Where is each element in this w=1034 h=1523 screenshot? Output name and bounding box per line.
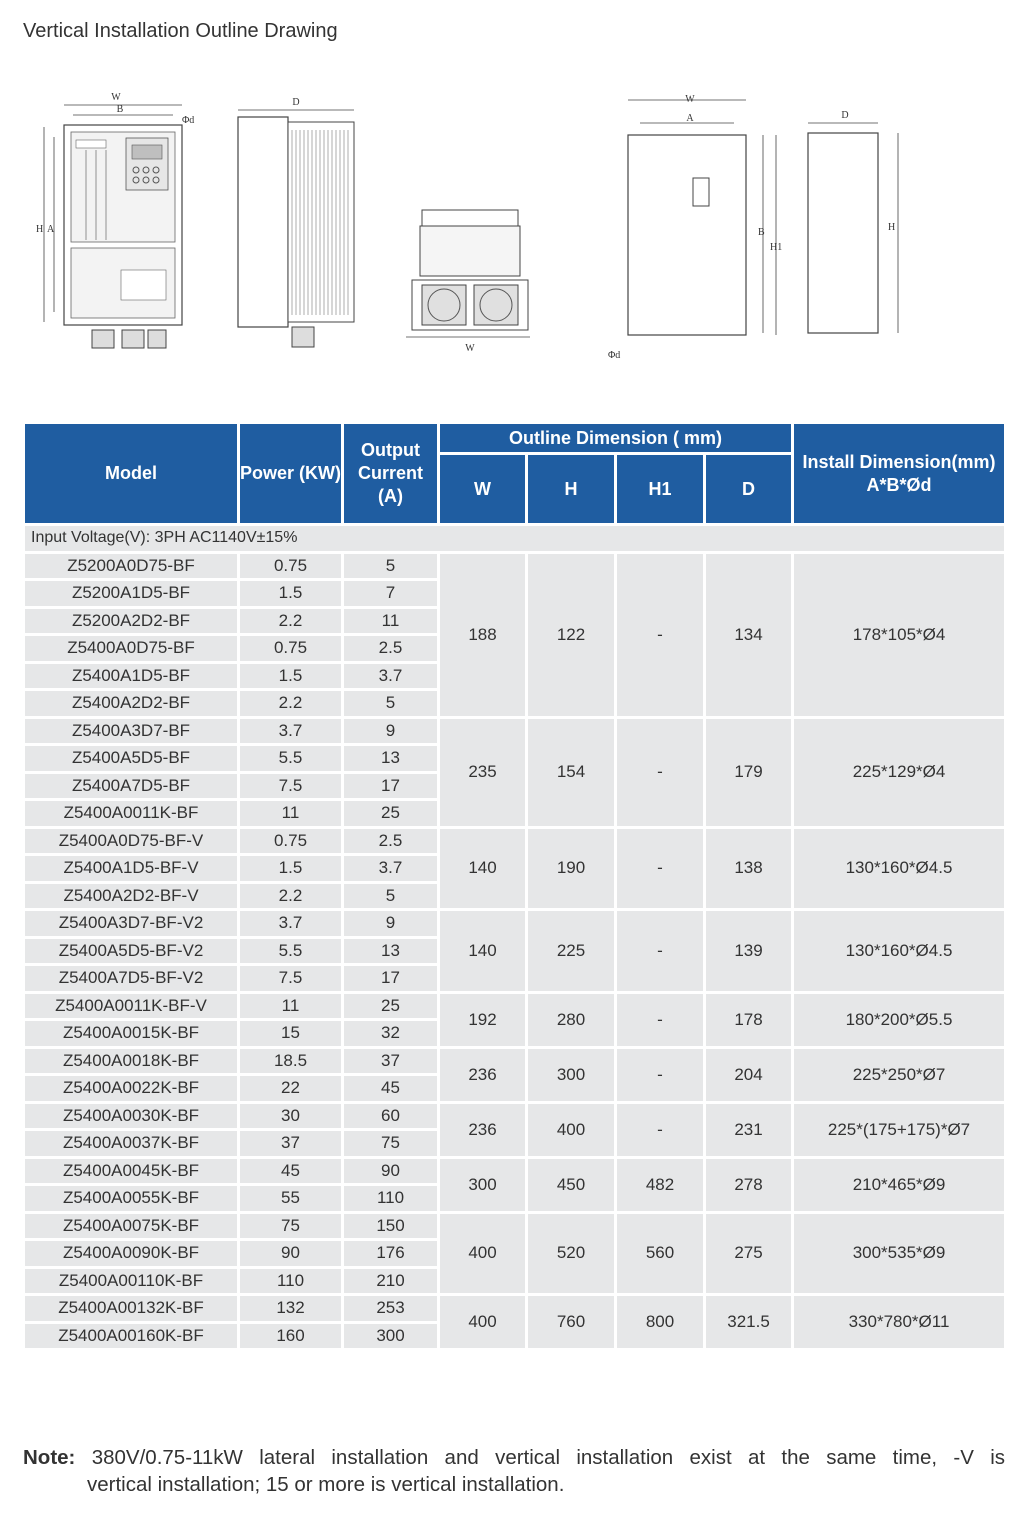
table-row (24, 1212, 1006, 1240)
large-unit-side-view (790, 105, 920, 345)
cell-d: 275 (705, 1212, 793, 1295)
cell-current: 5 (343, 690, 439, 718)
cell-model: Z5400A0030K-BF (24, 1102, 239, 1130)
cell-h1: - (616, 1047, 705, 1102)
header-d: D (705, 454, 793, 525)
cell-h1: - (616, 717, 705, 827)
large-w-label: W (685, 94, 695, 105)
cell-current: 13 (343, 937, 439, 965)
cell-model: Z5400A3D7-BF-V2 (24, 910, 239, 938)
cell-install: 225*250*Ø7 (793, 1047, 1006, 1102)
bottom-w-label: W (465, 343, 475, 354)
note (23, 1444, 1005, 1498)
header-current: Output Current (A) (343, 423, 439, 525)
cell-install: 130*160*Ø4.5 (793, 910, 1006, 993)
cell-power: 2.2 (239, 607, 343, 635)
cell-model: Z5400A00160K-BF (24, 1322, 239, 1350)
cell-install: 178*105*Ø4 (793, 552, 1006, 717)
cell-current: 2.5 (343, 827, 439, 855)
cell-model: Z5400A0011K-BF-V (24, 992, 239, 1020)
cell-power: 0.75 (239, 635, 343, 663)
large-unit-front-view (600, 90, 783, 370)
cell-power: 75 (239, 1212, 343, 1240)
cell-current: 25 (343, 800, 439, 828)
cell-w: 140 (439, 827, 527, 910)
table-row (24, 992, 1006, 1020)
table-row (24, 910, 1006, 938)
cell-model: Z5400A0075K-BF (24, 1212, 239, 1240)
cell-w: 235 (439, 717, 527, 827)
cell-h: 154 (527, 717, 616, 827)
cell-w: 236 (439, 1047, 527, 1102)
cell-d: 139 (705, 910, 793, 993)
cell-current: 25 (343, 992, 439, 1020)
cell-model: Z5400A0037K-BF (24, 1130, 239, 1158)
cell-model: Z5400A2D2-BF (24, 690, 239, 718)
cell-power: 3.7 (239, 717, 343, 745)
side-d-label: D (292, 97, 300, 108)
cell-current: 37 (343, 1047, 439, 1075)
front-a-label: A (47, 224, 55, 235)
large-a-label: A (686, 113, 694, 124)
cell-w: 236 (439, 1102, 527, 1157)
header-power: Power (KW) (239, 423, 343, 525)
cell-w: 300 (439, 1157, 527, 1212)
cell-model: Z5400A5D5-BF-V2 (24, 937, 239, 965)
cell-power: 1.5 (239, 662, 343, 690)
cell-power: 1.5 (239, 580, 343, 608)
cell-h1: 800 (616, 1295, 705, 1350)
cell-d: 138 (705, 827, 793, 910)
cell-current: 45 (343, 1075, 439, 1103)
cell-power: 7.5 (239, 772, 343, 800)
outline-drawings (0, 75, 1034, 375)
table-row (24, 1102, 1006, 1130)
cell-power: 110 (239, 1267, 343, 1295)
cell-install: 210*465*Ø9 (793, 1157, 1006, 1212)
cell-model: Z5400A0011K-BF (24, 800, 239, 828)
cell-current: 110 (343, 1185, 439, 1213)
cell-power: 45 (239, 1157, 343, 1185)
cell-power: 55 (239, 1185, 343, 1213)
cell-power: 37 (239, 1130, 343, 1158)
cell-h: 190 (527, 827, 616, 910)
front-w-label: W (111, 92, 121, 103)
cell-current: 2.5 (343, 635, 439, 663)
cell-power: 18.5 (239, 1047, 343, 1075)
cell-power: 5.5 (239, 937, 343, 965)
cell-d: 204 (705, 1047, 793, 1102)
cell-current: 32 (343, 1020, 439, 1048)
cell-h1: - (616, 992, 705, 1047)
cell-model: Z5400A0045K-BF (24, 1157, 239, 1185)
cell-power: 22 (239, 1075, 343, 1103)
cell-model: Z5400A1D5-BF-V (24, 855, 239, 883)
cell-current: 90 (343, 1157, 439, 1185)
cell-power: 5.5 (239, 745, 343, 773)
cell-h1: - (616, 1102, 705, 1157)
cell-current: 17 (343, 772, 439, 800)
table-row (24, 1295, 1006, 1323)
cell-power: 0.75 (239, 552, 343, 580)
cell-h: 760 (527, 1295, 616, 1350)
cell-model: Z5400A0D75-BF (24, 635, 239, 663)
spec-table-body (24, 525, 1006, 1350)
cell-model: Z5400A0090K-BF (24, 1240, 239, 1268)
large-side-h-label: H (888, 222, 896, 233)
cell-model: Z5400A1D5-BF (24, 662, 239, 690)
front-b-label: B (116, 104, 124, 115)
cell-power: 15 (239, 1020, 343, 1048)
table-row (24, 717, 1006, 745)
spec-table (22, 421, 1007, 1351)
cell-current: 9 (343, 717, 439, 745)
cell-model: Z5400A2D2-BF-V (24, 882, 239, 910)
cell-current: 210 (343, 1267, 439, 1295)
cell-current: 13 (343, 745, 439, 773)
cell-d: 321.5 (705, 1295, 793, 1350)
cell-d: 134 (705, 552, 793, 717)
cell-h: 225 (527, 910, 616, 993)
cell-d: 278 (705, 1157, 793, 1212)
header-install: Install Dimension(mm) A*B*Ød (793, 423, 1006, 525)
note-line1: 380V/0.75-11kW lateral installation and vertical installation exist at the same time, -V is (91, 1446, 1006, 1469)
cell-install: 180*200*Ø5.5 (793, 992, 1006, 1047)
large-side-d-label: D (841, 110, 849, 121)
cell-current: 9 (343, 910, 439, 938)
large-d-label: Φd (608, 350, 621, 361)
cell-w: 140 (439, 910, 527, 993)
cell-current: 3.7 (343, 662, 439, 690)
cell-w: 188 (439, 552, 527, 717)
header-h1: H1 (616, 454, 705, 525)
cell-current: 60 (343, 1102, 439, 1130)
small-unit-side-view (236, 90, 362, 355)
cell-model: Z5400A0022K-BF (24, 1075, 239, 1103)
cell-h1: 560 (616, 1212, 705, 1295)
cell-current: 7 (343, 580, 439, 608)
cell-model: Z5400A0018K-BF (24, 1047, 239, 1075)
cell-power: 0.75 (239, 827, 343, 855)
cell-model: Z5200A2D2-BF (24, 607, 239, 635)
header-h: H (527, 454, 616, 525)
cell-d: 231 (705, 1102, 793, 1157)
cell-current: 253 (343, 1295, 439, 1323)
cell-current: 17 (343, 965, 439, 993)
cell-power: 11 (239, 992, 343, 1020)
cell-model: Z5200A1D5-BF (24, 580, 239, 608)
cell-current: 11 (343, 607, 439, 635)
cell-power: 1.5 (239, 855, 343, 883)
cell-current: 3.7 (343, 855, 439, 883)
table-row (24, 1047, 1006, 1075)
cell-install: 225*129*Ø4 (793, 717, 1006, 827)
cell-power: 160 (239, 1322, 343, 1350)
cell-d: 179 (705, 717, 793, 827)
cell-h: 122 (527, 552, 616, 717)
cell-current: 75 (343, 1130, 439, 1158)
cell-model: Z5400A00132K-BF (24, 1295, 239, 1323)
cell-current: 300 (343, 1322, 439, 1350)
cell-power: 132 (239, 1295, 343, 1323)
cell-model: Z5400A0055K-BF (24, 1185, 239, 1213)
cell-install: 130*160*Ø4.5 (793, 827, 1006, 910)
header-outline: Outline Dimension ( mm) (439, 423, 793, 454)
cell-power: 3.7 (239, 910, 343, 938)
cell-power: 90 (239, 1240, 343, 1268)
cell-h: 280 (527, 992, 616, 1047)
cell-install: 330*780*Ø11 (793, 1295, 1006, 1350)
cell-h1: - (616, 910, 705, 993)
cell-h: 450 (527, 1157, 616, 1212)
cell-power: 11 (239, 800, 343, 828)
cell-current: 5 (343, 552, 439, 580)
header-w: W (439, 454, 527, 525)
front-h-label: H (36, 224, 44, 235)
cell-h1: - (616, 552, 705, 717)
input-voltage-row: Input Voltage(V): 3PH AC1140V±15% (24, 525, 1006, 553)
cell-model: Z5400A5D5-BF (24, 745, 239, 773)
cell-h: 520 (527, 1212, 616, 1295)
cell-h: 300 (527, 1047, 616, 1102)
page-title: Vertical Installation Outline Drawing (23, 20, 338, 42)
cell-model: Z5400A7D5-BF-V2 (24, 965, 239, 993)
table-row (24, 552, 1006, 580)
note-line2: vertical installation; 15 or more is vertical installation. (87, 1473, 565, 1496)
cell-h1: - (616, 827, 705, 910)
cell-h: 400 (527, 1102, 616, 1157)
cell-install: 225*(175+175)*Ø7 (793, 1102, 1006, 1157)
table-row (24, 827, 1006, 855)
cell-power: 2.2 (239, 882, 343, 910)
cell-model: Z5200A0D75-BF (24, 552, 239, 580)
cell-install: 300*535*Ø9 (793, 1212, 1006, 1295)
cell-model: Z5400A00110K-BF (24, 1267, 239, 1295)
cell-d: 178 (705, 992, 793, 1047)
cell-h1: 482 (616, 1157, 705, 1212)
note-label: Note: (23, 1446, 76, 1469)
cell-w: 192 (439, 992, 527, 1047)
large-b-label: B (758, 227, 765, 238)
cell-model: Z5400A0D75-BF-V (24, 827, 239, 855)
cell-power: 7.5 (239, 965, 343, 993)
cell-w: 400 (439, 1295, 527, 1350)
cell-current: 5 (343, 882, 439, 910)
cell-current: 150 (343, 1212, 439, 1240)
cell-model: Z5400A3D7-BF (24, 717, 239, 745)
table-row (24, 1157, 1006, 1185)
front-d-label: Φd (182, 115, 195, 126)
cell-model: Z5400A0015K-BF (24, 1020, 239, 1048)
small-unit-front-view (36, 90, 196, 360)
header-model: Model (24, 423, 239, 525)
cell-model: Z5400A7D5-BF (24, 772, 239, 800)
large-h1-label: H1 (770, 242, 783, 253)
cell-w: 400 (439, 1212, 527, 1295)
cell-current: 176 (343, 1240, 439, 1268)
small-unit-bottom-view (404, 205, 534, 355)
cell-power: 30 (239, 1102, 343, 1130)
cell-power: 2.2 (239, 690, 343, 718)
